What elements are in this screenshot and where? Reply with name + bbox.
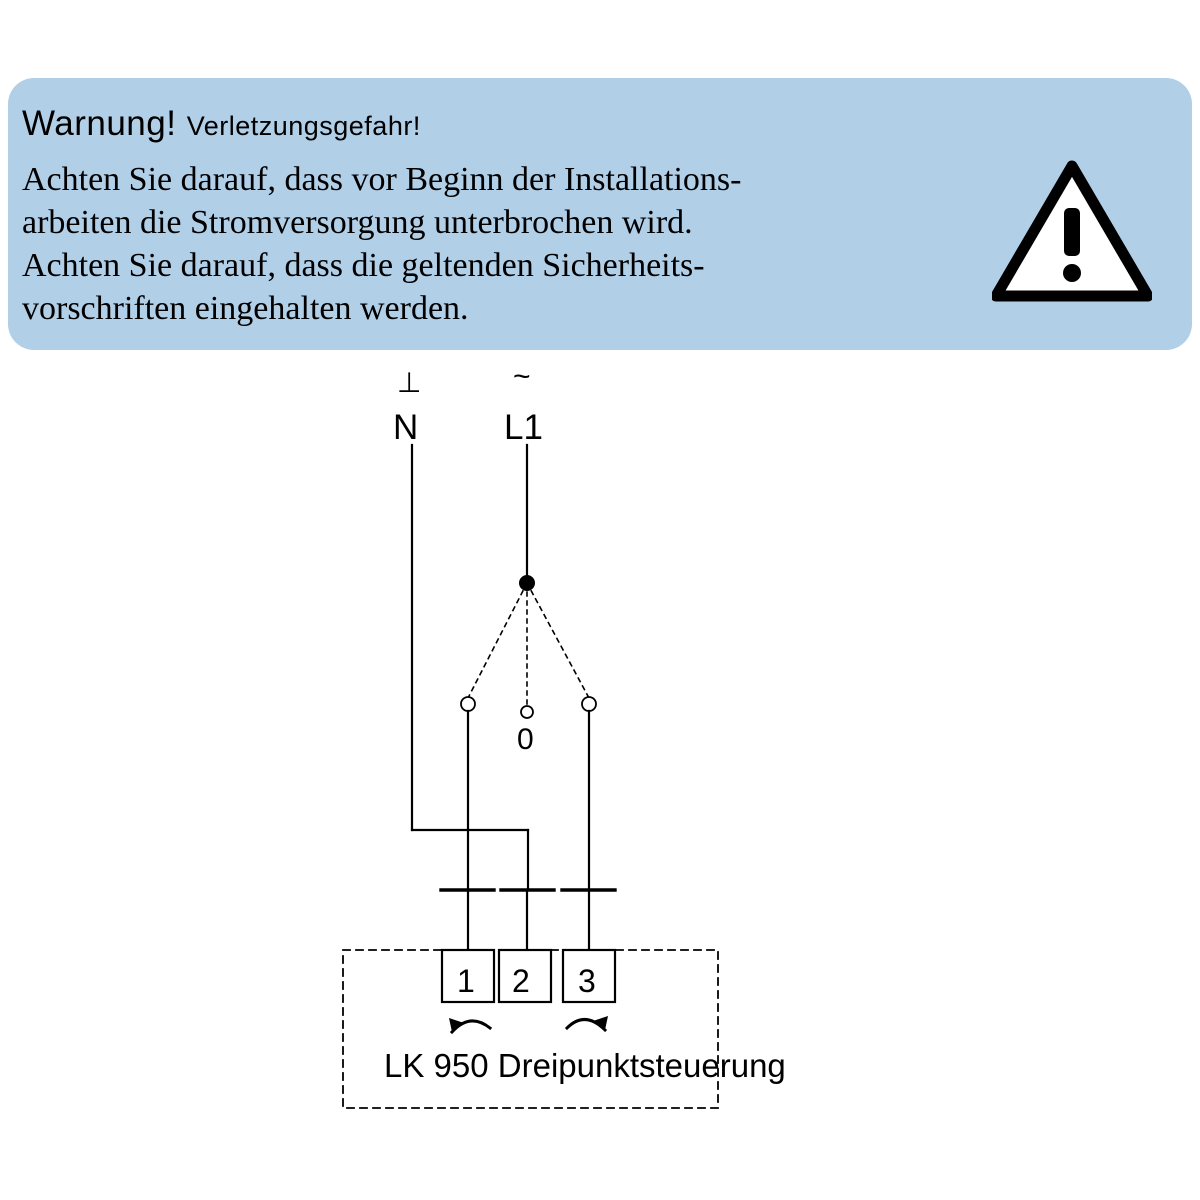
device-name: Dreipunktsteuerung: [497, 1047, 786, 1084]
terminal-label-3: 3: [578, 963, 596, 999]
warning-body-line: Achten Sie darauf, dass die geltenden Sicherheits-: [22, 247, 705, 284]
ground-symbol: ⊥: [397, 367, 422, 398]
device-model: LK 950: [384, 1047, 489, 1084]
warning-title: [22, 104, 421, 144]
rotation-arrow-ccw: [449, 1018, 490, 1032]
warning-body-line: Achten Sie darauf, dass vor Beginn der Installations-: [22, 161, 742, 198]
warning-triangle-icon: [992, 160, 1152, 302]
neutral-conductor: [412, 445, 528, 890]
terminal-label-2: 2: [512, 963, 530, 999]
device-caption: [384, 1047, 786, 1085]
rotation-arrow-cw: [567, 1016, 608, 1030]
warning-title-main: Warnung!: [22, 104, 177, 143]
ac-symbol: ~: [513, 360, 531, 393]
switch-contact-left: [461, 697, 475, 711]
warning-body-line: vorschriften eingehalten werden.: [22, 290, 469, 327]
line-label: L1: [504, 408, 543, 447]
warning-banner: [8, 78, 1192, 350]
warning-body-line: arbeiten die Stromversorgung unterbrochen wird.: [22, 204, 693, 241]
warning-title-sub: Verletzungsgefahr!: [186, 111, 421, 141]
wiring-diagram-svg: [0, 350, 1200, 1150]
switch-contact-right: [582, 697, 596, 711]
terminal-label-1: 1: [457, 963, 475, 999]
switch-contact-center: [521, 706, 533, 718]
wiring-diagram: [0, 350, 1200, 1150]
switch-off-position-label: 0: [517, 723, 534, 756]
neutral-label: N: [393, 408, 419, 447]
switch-linkage: [468, 583, 589, 706]
warning-body: [22, 158, 952, 330]
